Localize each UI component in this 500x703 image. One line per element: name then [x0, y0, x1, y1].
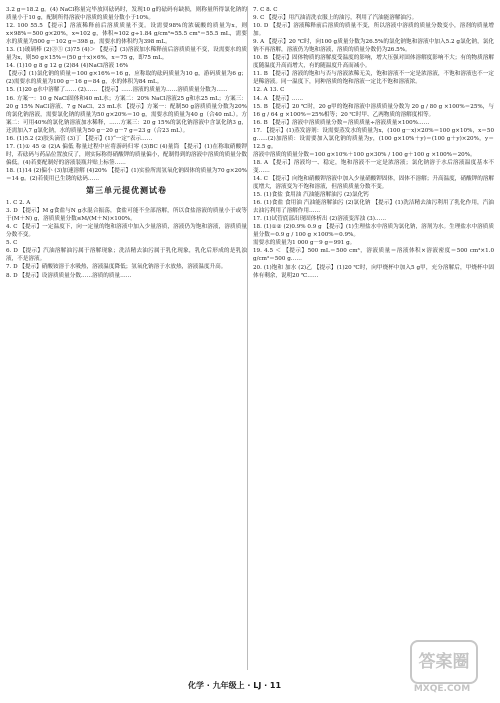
- column-divider: [247, 6, 248, 670]
- answer-item: 9. C 【提示】用汽油清洗衣服上的油污，利用了汽油能溶解油污。: [253, 15, 418, 22]
- answer-page: [6, 6, 494, 670]
- answer-item: 12. 100 55.5 【提示】溶液稀释前后溶质质量不变。设需要98%的浓硫酸的质量为x，则x×98%＝500 g×20%，x≈102 g，体积≈102 g÷1.84 g/cm³≈55.5 cm³＝55.5 mL，需要水的质量为500 g－102 g＝398 g，需要水的体积约为398 mL。: [6, 23, 247, 46]
- answer-item: 19. 4.5 ＜ 【提示】500 mL＝500 cm³，溶液质量＝溶液体积×溶液密度＝500 cm³×1.0 g/cm³＝500 g……: [253, 248, 494, 263]
- answer-item: 7. C 8. C: [253, 7, 278, 13]
- right-column: [253, 6, 494, 670]
- left-column: [6, 6, 247, 670]
- answer-item: 【提示】(1)氯化钠的质量＝100 g×16%＝16 g，应称取的砝码质量为10 g，游码质量为6 g；(2)需要水的质量为100 g－16 g＝84 g，水的体积为84 mL。: [6, 71, 247, 86]
- answer-item: 18. A 【提示】溶液均一、稳定，饱和溶液不一定是浓溶液；氯化钠溶于水后溶液温度基本不变……: [253, 159, 494, 174]
- answer-item: 1. C 2. A: [6, 200, 31, 207]
- answer-item: 15. (1)20 g水中溶解了…… (2)…… 【提示】……溶液的质量为……溶质质量分数为……: [6, 87, 228, 94]
- answer-item: 17. 【提示】(1)蒸发溶剂：设需要蒸发水的质量为x，(100 g－x)×20%＝100 g×10%，x＝50 g……(2)加溶质：设需要加入氯化钠的质量为y，(100 g×10%＋y)＝(100 g＋y)×20%，y＝12.5 g。: [253, 127, 494, 150]
- answer-item: 10. B 【提示】固体物质的溶解度受温度的影响，增大压强对固体溶解度影响不大；有的物质溶解度随温度升高而增大，有的随温度升高而减小。: [253, 55, 494, 70]
- answer-item: 溶液中溶质的质量分数＝100 g×10%＋100 g×30% / 100 g＋100 g ×100%＝20%。: [253, 151, 476, 158]
- answer-item: 5. C: [6, 240, 18, 247]
- answer-item: 6. D 【提示】汽油溶解油污属于溶解现象；洗洁精去油污属于乳化现象，乳化后形成的是乳浊液，不是溶液。: [6, 248, 247, 263]
- answer-item: 7. D 【提示】硝酸铵溶于水吸热，溶液温度降低；氢氧化钠溶于水放热，溶液温度升高。: [6, 264, 227, 271]
- answer-item: 18. (1)14 (2)偏小 (3)加速溶解 (4)20% 【提示】(1)实验所需氢氧化钠固体的质量为70 g×20%＝14 g。(2)若使用已生锈的砝码……: [6, 167, 247, 182]
- answer-item: 8. D 【提示】设溶质质量分数……溶质的质量……: [6, 272, 132, 279]
- answer-item: 11. B 【提示】溶液的饱和与否与溶液浓稀无关，饱和溶液不一定是浓溶液，不饱和溶液也不一定是稀溶液。同一温度下，同种溶质的饱和溶液一定比不饱和溶液浓。: [253, 71, 494, 86]
- answer-item: 3.2 g＝18.2 g。(4) NaCl称量完毕放回砝码时，发现10 g的砝码有缺损，则称量所得氯化钠的质量小于10 g，配制所得溶液中溶质的质量分数小于10%。: [6, 7, 247, 22]
- answer-item: 17. (1)试管底部出现固体析出 (2)溶液变浑浊 (3)……: [253, 216, 387, 223]
- answer-item: 14. C 【提示】向饱和硝酸钾溶液中加入少量硝酸钾固体，固体不溶解；升高温度，硝酸钾的溶解度增大，溶液变为不饱和溶液，但溶质质量分数不变。: [253, 175, 494, 191]
- answer-item: 14. A 【提示】……: [253, 95, 304, 102]
- answer-item: 10. D 【提示】溶液稀释前后溶质的质量不变，所以溶液中溶质的质量分数变小，溶剂的质量增加。: [253, 23, 494, 38]
- answer-item: 3. D 【提示】M g食盐与N g水混合振荡，食盐可能不全部溶解，所以食盐溶液的质量小于或等于(M＋N) g，溶质质量分数≤M/(M＋N)×100%。: [6, 208, 247, 223]
- answer-item: 16. 方案一：10 g NaCl固体和40 mL水；方案二：20% NaCl溶液25 g和水25 mL；方案三：20 g 15% NaCl溶液、7 g NaCl、23 mL水 【提示】方案一：配制50 g溶质质量分数为20%的氯化钠溶液，需要氯化钠的质量为50 g×20%＝10 g，需要水的质量为40 g（合40 mL）。方案二：可用40%的氯化钠溶液加水稀释，……方案三：20 g 15%的氯化钠溶液中含氯化钠3 g，还需加入7 g氯化钠，水的质量为50 g－20 g－7 g＝23 g（合23 mL）。: [6, 95, 247, 134]
- answer-item: 15. (1)食盐 食用油 汽油能溶解油污 (2)氯化钙: [253, 192, 369, 199]
- answer-item: 16. (1)5.2 (2)胶头滴管 (3)丁 【提示】(1)“一定”表示……: [6, 135, 153, 142]
- answer-item: 18. (1)①② (2)0.9% 0.9 g 【提示】(1)生理盐水中溶质为氯化钠，溶剂为水。生理盐水中溶质质量分数＝0.9 g / 100 g ×100%＝0.9%。: [253, 224, 494, 239]
- answer-item: 16. (1)食盐 食用油 汽油能溶解油污 (2)氯化钠 【提示】(1)洗洁精去油污利用了乳化作用，汽油去油污利用了溶解作用……: [253, 200, 494, 215]
- answer-item: 15. B 【提示】20 ℃时，20 g甲的饱和溶液中溶质质量分数为 20 g / 80 g ×100%＝25%，与 16 g / 64 g ×100%＝25%相等；20 ℃时甲、乙两物质的溶解度相等。: [253, 103, 494, 118]
- answer-item: 17. (1)① 45 ② (2)A 偏低 称量过程中应将游码归零 (3)BC (4)量筒 【提示】(1)在称取硝酸钾时，若砝码与药品位置放反了，则实际称得硝酸钾的质量偏小，配制得到的溶液中溶质的质量分数偏低。(4)若要配制好的溶液装瓶并贴上标签……: [6, 143, 247, 166]
- answer-item: 14. (1)10 g 8 g 12 g (2)84 (4)NaCl溶液 16%: [6, 63, 129, 70]
- answer-item: 4. C 【提示】一定温度下，向一定量的饱和溶液中加入少量溶质，溶液仍为饱和溶液，溶质质量分数不变。: [6, 224, 247, 239]
- answer-item: 12. A 13. C: [253, 87, 285, 94]
- answer-item: 16. B 【提示】溶液中溶质质量分数＝溶质质量÷溶液质量×100%……: [253, 119, 430, 126]
- unit-test-title: 第三单元提优测试卷: [86, 186, 167, 196]
- answer-item: 需要水的质量为1 000 g－9 g＝991 g。: [253, 240, 356, 247]
- footer-label: 化学 · 九年级上 · LJ · 11: [188, 681, 282, 690]
- watermark-logo: 答案圈: [410, 640, 478, 684]
- answer-item: 9. A 【提示】20 ℃时，向100 g质量分数为26.5%的氯化钠饱和溶液中加入5.2 g氯化钠，氯化钠不再溶解，溶液仍为饱和溶液，溶质的质量分数仍为26.5%。: [253, 39, 494, 54]
- watermark: [392, 640, 492, 700]
- answer-item: 13. (1)玻璃棒 (2)③⑤ (3)75 (4)＞ 【提示】(3)溶液加水稀释前后溶质质量不变，设需要水的质量为x，则50 g×15%＝(50 g＋x)×6%，x＝75 g，即75 mL。: [6, 47, 247, 62]
- answer-item: 20. (1)饱和 加水 (2)乙 【提示】(1)20 ℃时，向甲烧杯中加入5 g甲，充分溶解后，甲烧杯中固体有剩余，说明20 ℃……: [253, 264, 494, 279]
- watermark-url: MXQE.COM: [413, 684, 471, 694]
